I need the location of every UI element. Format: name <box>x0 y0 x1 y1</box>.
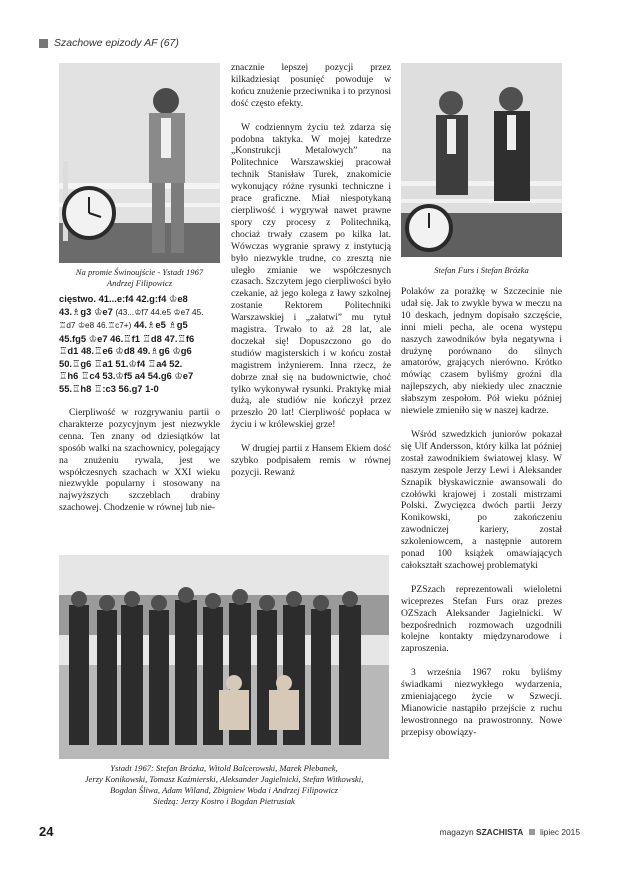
paragraph: PZSzach reprezentowali wieloletni wiceprezes Stefan Furs oraz prezes OZSzach Aleksander Jagielnicki. W bezpośrednich rozmowach uzgodnili kolejne kontakty międzynarodowe i zaproszenia. <box>401 583 562 655</box>
column-right <box>401 286 562 739</box>
moves-line <box>59 319 220 333</box>
paragraph: W codziennym życiu też zdarza się podobna taktyka. W mojej katedrze „Konstrukcji Metalowych” na Politechnice Warszawskiej pracował technik Stanisław Turek, znakomicie wykonujący różne rysunki techniczne i prace graficzne. Miał niespotykaną cierpliwość i wygrywał nawet prawne spory czy procesy z Politechniką, chociaż trwały czasem po kilka lat. Wówczas wygranie sprawy z instytucją było niezwykle trudne, co zresztą nie uległo zmianie we współczesnych czasach. Szczytem jego cierpliwości było czekanie, aż jego kolega z ławy szkolnej zostanie Rektorem Politechniki Warszawskiej i „załatwi” mu tytuł magistra. Trwało to aż 28 lat, ale doczekał się! Dopuszczono go do studiów magisterskich i w końcu został magistrem inżynierem. Inna rzecz, że dobrze znał się na budownictwie, choć tylko wykonywał rysunki. Praktykę miał dużą, ale studiów nie kończył przez przeszło 20 lat! Cierpliwość popłaca w życiu i w królewskiej grze! <box>231 121 391 431</box>
paragraph: Cierpliwość w rozgrywaniu partii o charakterze pozycyjnym jest niezwykle cenna. Ten znany od dziesiątków lat sposób walki na szachownicy, polegający na znużeniu rywala, jest we współczesnych szachach w XXI wieku niezwykle popularny i stosowany na najwyższych szczeblach drabiny szachowej. Chodzenie w równej lub nie- <box>59 407 220 514</box>
section-header <box>39 36 179 50</box>
moves-line: ♖d1 48.♖e6 ♔d8 49.♗g6 ♔g6 <box>59 345 192 356</box>
moves-line: 55.♖h8 ♖:c3 56.g7 1-0 <box>59 382 159 394</box>
moves-line: ♖h6 ♖c4 53.♔f5 a4 54.g6 ♔e7 <box>59 370 194 381</box>
issue-date: lipiec 2015 <box>539 827 580 837</box>
moves-variation: (43...♔f7 44.e5 ♔e7 45. <box>115 307 204 317</box>
column-middle <box>231 62 391 479</box>
caption-line: Ystadt 1967: Stefan Brózka, Witold Balcerowski, Marek Płebanek, <box>110 763 338 773</box>
caption-line: Jerzy Konikowski, Tomasz Kaźmierski, Aleksander Jagielnicki, Stefan Witkowski, <box>84 774 364 784</box>
caption-line: Na promie Świnoujście - Ystadt 1967 <box>75 267 204 277</box>
paragraph: znacznie lepszej pozycji przez kilkadziesiąt posunięć powoduje w końcu znużenie przeciwnika i to przynosi dość często efekty. <box>231 62 391 109</box>
magazine-prefix: magazyn <box>439 827 474 837</box>
moves-line: 50.♖g6 ♖a1 51.♔f4 ♖a4 52. <box>59 357 183 369</box>
photo-caption-group <box>59 763 389 807</box>
photo-caption-furs-brozka: Stefan Furs i Stefan Brózka <box>434 265 529 275</box>
game-moves <box>59 293 220 395</box>
moves-line <box>59 306 220 320</box>
moves-main: 44.♗e5 ♗g5 <box>133 319 188 330</box>
paragraph: 3 września 1967 roku byliśmy świadkami niezwykłego wydarzenia, zmieniającego życie w Szwecji. Mianowicie nastąpiło przejście z ruchu lewostronnego na prawostronny. Nowe przepisy obowiązy- <box>401 667 562 738</box>
magazine-footer <box>440 827 580 837</box>
photo-ferry-filipowicz <box>59 63 220 263</box>
moves-main: 43.♗g3 ♔e7 <box>59 305 113 317</box>
moves-variation: ♖d7 ♔e8 46.♖c7+) <box>59 321 132 330</box>
page-number: 24 <box>39 824 54 839</box>
paragraph: Wśród szwedzkich juniorów pokazał się Ulf Andersson, który kilka lat później został zawodnikiem światowej klasy. W naszym zespole Jerzy Lewi i Aleksander Sznapik błyskawicznie awansowali do czołówki krajowej i zostali mistrzami Polski. Zwycięzca dwóch partii Jerzy Konikowski, po zakończeniu zawodniczej kariery, został szkoleniowcem, a następnie autorem ponad 100 książek omawiających całokształt szachowej problematyki <box>401 428 562 571</box>
caption-line: Andrzej Filipowicz <box>106 278 173 288</box>
paragraph: Polaków za porażkę w Szczecinie nie udał się. Jak to zwykle bywa w meczu na 10 deskach, jednym dopisało szczęście, inni mieli pecha, ale ocena występu naszych zawodników była negatywna i drużynę porównano do silnych amatorów, grających nierówno. Krótko mówiąc czasem byliśmy groźni dla najlepszych, aby niekiedy ulec znacznie słabszym zespołom. Pół wieku później niewiele zmieniło się w naszej kadrze. <box>401 286 562 417</box>
caption-line: Bogdan Śliwa, Adam Wiland, Zbigniew Woda i Andrzej Filipowicz <box>109 785 339 795</box>
photo-group-ystadt <box>59 555 389 759</box>
magazine-name: SZACHISTA <box>475 827 524 837</box>
moves-line: cięstwo. 41...e:f4 42.g:f4 ♔e8 <box>59 293 188 304</box>
footer-separator <box>529 829 535 835</box>
section-title: Szachowe epizody AF (67) <box>54 37 179 49</box>
photo-caption-ferry <box>59 267 220 289</box>
column-left <box>59 293 220 514</box>
section-marker <box>39 39 48 48</box>
paragraph: W drugiej partii z Hansem Ekiem dość szybko podpisałem remis w równej pozycji. Rewanż <box>231 443 391 478</box>
moves-line: 45.fg5 ♔e7 46.♖f1 ♖d8 47.♖f6 <box>59 332 195 344</box>
caption-line: Siedzą: Jerzy Kostro i Bogdan Pietrusiak <box>153 796 295 806</box>
photo-furs-brozka <box>401 63 562 257</box>
